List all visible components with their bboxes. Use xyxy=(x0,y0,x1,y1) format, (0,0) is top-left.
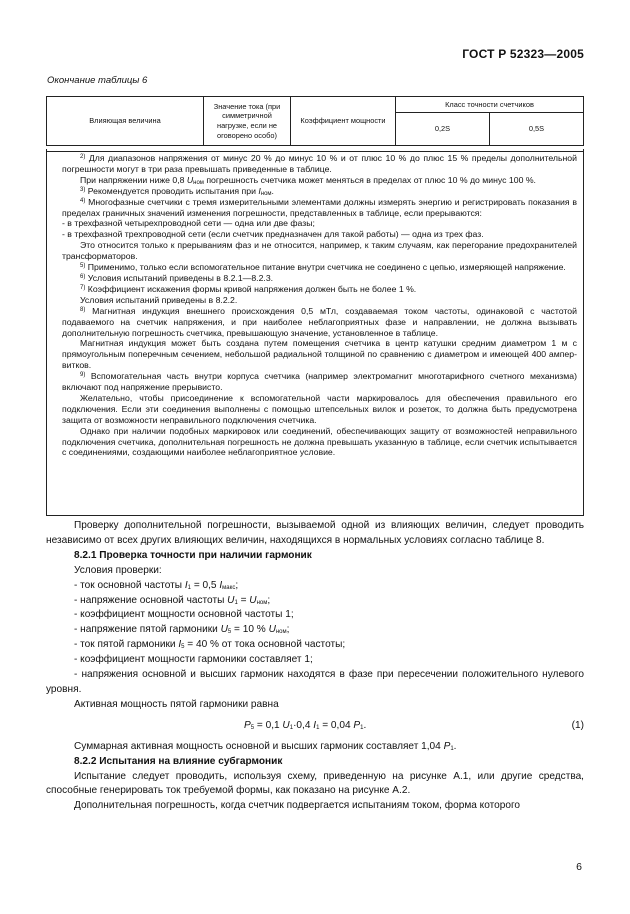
table-notes xyxy=(46,149,584,516)
formula-number: (1) xyxy=(571,719,584,731)
note-7: $^{7)}$ Коэффициент искажения формы кривой напряжения должен быть не более 1 %. xyxy=(80,283,417,294)
note-4: $^{4)}$ Многофазные счетчики с тремя измерительными элементами должны измерять энергию и регистрировать показания в пределах граничных значений изменения погрешности, представленных в таблице, если прерываются: xyxy=(62,196,577,218)
note-5: $^{5)}$ Применимо, только если вспомогательное питание внутри счетчика не соединено с цепью, измеряющей напряжение. xyxy=(80,262,566,273)
note-4-item-2: - в трехфазной трехпроводной сети (если счетчик предназначен для такой работы) — одна из трех фаз. xyxy=(62,229,484,240)
table-caption: Окончание таблицы 6 xyxy=(47,75,148,86)
condition-3: - коэффициент мощности основной частоты 1; xyxy=(74,609,294,621)
condition-1: - ток основной частоты $I_1 = 0,5$ $I_{макс}$; xyxy=(74,579,239,591)
note-8: $^{8)}$ Магнитная индукция внешнего происхождения 0,5 мТл, создаваемая током частоты, одинаковой с частотой подаваемого на счетчик напряжения, и при наиболее неблагоприятных фазе и направлении, не должна вызывать дополнительную погрешность счетчика, превышающую значение, установленное в таблице. xyxy=(62,305,577,338)
note-2: $^{2)}$ Для диапазонов напряжения от минус 20 % до минус 10 % и от плюс 10 % до плюс 15 % пределы дополнительной погрешности могут в три раза превышать приведенные в таблице. xyxy=(62,153,577,174)
table-header xyxy=(46,96,584,146)
note-9: $^{9)}$ Вспомогательная часть внутри корпуса счетчика (например электромагнит многотарифного счетного механизма) включают под напряжение прерывисто. xyxy=(62,371,577,393)
note-4b: Это относится только к прерываниям фаз и не относится, например, к таким случаям, как перегорание предохранителей трансформаторов. xyxy=(62,240,577,262)
formula-1: $P_5 = 0,1$ $U_1\cdot 0,4$ $I_1 = 0,04$ $P_1$. (1) xyxy=(46,719,584,734)
standard-number: ГОСТ Р 52323—2005 xyxy=(462,47,584,61)
note-6: $^{6)}$ Условия испытаний приведены в 8.2.1—8.2.3. xyxy=(80,272,274,283)
note-8b: Магнитная индукция может быть создана путем помещения счетчика в центр катушки средним диаметром 1 м с прямоугольным поперечным сечением, небольшой радиальной толщиной по сравнению с диаметром и имеющей 400 ампер-витков. xyxy=(62,338,577,371)
section-8-2-1-heading: 8.2.1 Проверка точности при наличии гармоник xyxy=(74,549,312,561)
note-2b: При напряжении ниже 0,8 $U_{ном}$ погрешность счетчика может меняться в пределах от плюс 10 % до минус 100 %. xyxy=(80,174,536,186)
col-power-factor: Коэффициент мощности xyxy=(291,97,396,146)
condition-2: - напряжение основной частоты $U_1 = U_{ном}$; xyxy=(74,594,271,606)
active-power-paragraph: Активная мощность пятой гармоники равна xyxy=(74,698,279,710)
col-class-05s: 0,5S xyxy=(490,113,584,146)
condition-5: - ток пятой гармоники $I_5 = 40$ % от тока основной частоты; xyxy=(74,639,346,651)
double-rule xyxy=(47,151,583,152)
condition-7: - напряжения основной и высших гармоник находятся в фазе при пересечении положительного нулевого уровня. xyxy=(46,669,584,695)
col-influence-quantity: Влияющая величина xyxy=(47,97,204,146)
col-current-value: Значение тока (при симметричной нагрузке, если не оговорено особо) xyxy=(204,97,291,146)
paragraph-additional-error: Дополнительная погрешность, когда счетчик подвергается испытаниям током, форма которого xyxy=(74,800,521,812)
paragraph-test-method: Испытание следует проводить, используя схему, приведенную на рисунке А.1, или другие средства, способные генерировать ток требуемой формы, как показано на рисунке А.2. xyxy=(46,770,584,797)
note-7b: Условия испытаний приведены в 8.2.2. xyxy=(80,294,238,305)
sum-paragraph: Суммарная активная мощность основной и высших гармоник составляет 1,04 $P_1$. xyxy=(74,740,457,752)
conditions-label: Условия проверки: xyxy=(74,564,162,576)
note-9c: Однако при наличии подобных маркировок или соединений, обеспечивающих защиту от возможностей неправильного подключения счетчика, дополнительная погрешность не должна превышать указанную в таблице, если счетчик испытывается с соединениями, создающими наиболее неблагоприятное условие. xyxy=(62,425,577,458)
note-4-item-1: - в трехфазной четырехпроводной сети — одна или две фазы; xyxy=(62,218,315,229)
col-accuracy-class: Класс точности счетчиков xyxy=(396,97,584,113)
condition-4: - напряжение пятой гармоники $U_5 = 10$ % $U_{ном}$; xyxy=(74,624,290,636)
note-9b: Желательно, чтобы присоединение к вспомогательной части маркировалось для обеспечения правильного его подключения. Если эти соединения выполнены с помощью штепсельных вилок и розеток, то должна быть предусмотрена защита от возможности неправильного подключения счетчика. xyxy=(62,392,577,425)
page-number: 6 xyxy=(576,861,582,873)
main-text xyxy=(46,519,584,814)
col-class-02s: 0,2S xyxy=(396,113,490,146)
section-8-2-2-heading: 8.2.2 Испытания на влияние субгармоник xyxy=(74,755,283,767)
note-3: $^{3)}$ Рекомендуется проводить испытания при $I_{ном}$. xyxy=(80,185,274,197)
condition-6: - коэффициент мощности гармоники составляет 1; xyxy=(74,654,313,666)
intro-paragraph: Проверку дополнительной погрешности, вызываемой одной из влияющих величин, следует проводить независимо от всех других влияющих величин, находящихся в нормальных условиях согласно таблице 8. xyxy=(46,520,584,546)
